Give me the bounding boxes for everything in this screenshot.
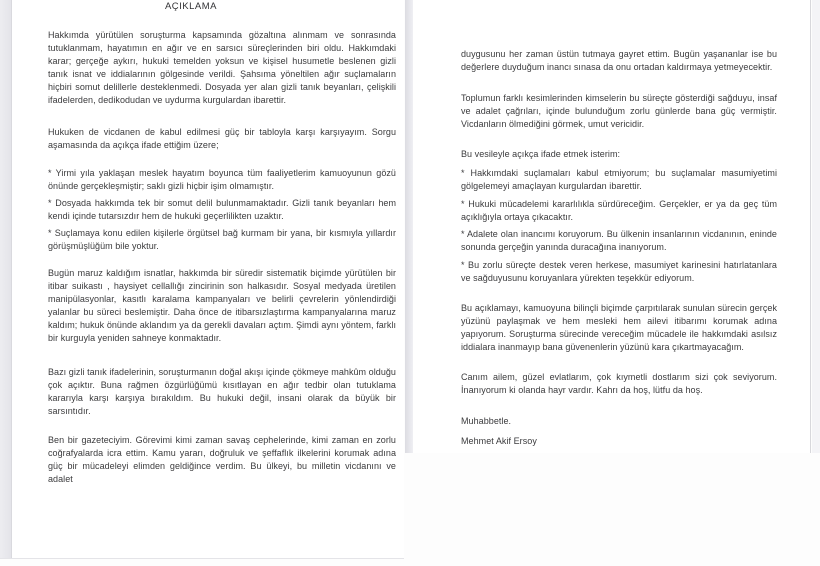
paragraph: Bu vesileyle açıkça ifade etmek isterim:: [461, 149, 621, 159]
page-gap-shadow: [405, 0, 413, 453]
paragraph: Bugün maruz kaldığım isnatlar, hakkımda bir süredir sistematik biçimde yürütülen bir itibar suikastı , haysiyet cellallığı zincirinin son halkasıdır. Sosyal medyada üretilen manipülasyonlar, kasıtlı karalama kampanyaları ve belirli çevrelerin yönlendirdiği yalanlar bu süreci beslemiştir. Daha önce de itibarsızlaştırma kampanyalarına maruz kaldım; hukuk önünde aklandım ya da gerekli davaları açtım. Şimdi aynı yöntem, farklı bir kurguyla yeniden sahneye konmaktadır.: [48, 268, 396, 343]
paragraph: Hakkımda yürütülen soruşturma kapsamında gözaltına alınmam ve sonrasında tutuklanmam, hayatımın en ağır ve en sarsıcı süreçlerinden biri oldu. Hakkımdaki karar; gerçeğe aykırı, hukuki temelden yoksun ve kişisel husumetle beslenen gizli tanık isnat ve iddialarının gölgesinde verildi. Şahsıma yöneltilen ağır suçlamaların hiçbiri somut delillerle desteklenmedi. Dosyada yer alan gizli tanık beyanları, çelişkili ifadelerden, dedikodudan ve uydurma kurgulardan ibarettir.: [48, 30, 396, 105]
paragraph: Hukuken de vicdanen de kabul edilmesi güç bir tabloyla karşı karşıyayım. Sorgu aşamasında da açıkça ifade ettiğim üzere;: [48, 127, 396, 150]
page-left-text-column: [48, 0, 396, 486]
paragraph: duygusunu her zaman üstün tutmaya gayret ettim. Bugün yaşananlar ise bu değerlere duyduğum inancı sınasa da onu ortadan kaldırmaya yetmeyecektir.: [461, 49, 777, 72]
page-left-gutter-shadow: [0, 0, 12, 558]
bullet-paragraph: * Bu zorlu süreçte destek veren herkese, masumiyet karinesini hatırlatanlara ve sağduyusunu koruyanlara yürekten teşekkür ediyorum.: [461, 260, 777, 283]
bullet-paragraph: * Yirmi yıla yaklaşan meslek hayatım boyunca tüm faaliyetlerim kamuoyunun gözü önünde gerçekleşmiştir; saklı gizli hiçbir işim olmamıştır.: [48, 168, 396, 191]
paragraph: Bu açıklamayı, kamuoyuna bilinçli biçimde çarpıtılarak sunulan sürecin gerçek yüzünü paylaşmak ve hem mesleki hem ailevi itibarımı korumak adına yapıyorum. Soruşturma sürecinde vereceğim mücadele ile hakkımdaki asılsız iddialara inanmayıp bana güvenenlerin yüzünü kara çıkartmayacağım.: [461, 303, 777, 352]
paragraph: Ben bir gazeteciyim. Görevimi kimi zaman savaş cephelerinde, kimi zaman en zorlu coğrafyalarda icra ettim. Kamu yararı, doğruluk ve şeffaflık ilkelerini korumak adına güç bir mücadeleyi elimden geldiğince verdim. Bu ülkeyi, bu milletin vicdanını ve adalet: [48, 435, 396, 484]
paragraph: Canım ailem, güzel evlatlarım, çok kıymetli dostlarım sizi çok seviyorum. İnanıyorum ki olanda hayr vardır. Kahrı da hoş, lütfu da hoş.: [461, 372, 777, 395]
paragraph: Bazı gizli tanık ifadelerinin, soruşturmanın doğal akışı içinde çökmeye mahkûm olduğu çok açıktır. Buna rağmen özgürlüğümü kısıtlayan en ağır tedbir olan tutuklama kararıyla karşı karşıya bırakıldım. Bu hukuki değil, insani olarak da büyük bir sarsıntıdır.: [48, 367, 396, 416]
signature-name: Mehmet Akif Ersoy: [461, 436, 537, 446]
closing-salutation: Muhabbetle.: [461, 416, 512, 426]
bullet-paragraph: * Adalete olan inancımı koruyorum. Bu ülkenin insanlarının vicdanının, eninde sonunda gerçeğin yanında duracağına inanıyorum.: [461, 229, 777, 252]
bullet-paragraph: * Hukuki mücadelemi kararlılıkla sürdüreceğim. Gerçekler, er ya da geç tüm açıklığıyla ortaya çıkacaktır.: [461, 199, 777, 222]
document-title: AÇIKLAMA: [164, 1, 218, 12]
bullet-paragraph: * Dosyada hakkımda tek bir somut delil bulunmamaktadır. Gizli tanık beyanları hem kendi içinde tutarsızdır hem de hukuki geçerlilikten uzaktır.: [48, 198, 396, 221]
paragraph: Toplumun farklı kesimlerinden kimselerin bu süreçte gösterdiği sağduyu, insaf ve adalet çağrıları, içinde bulunduğum zorlu günlerde bana güç vermiştir. Vicdanların ölmediğini görmek, umut vericidir.: [461, 93, 777, 129]
bullet-paragraph: * Suçlamaya konu edilen kişilerle örgütsel bağ kurmam bir yana, bir kısmıyla yıllardır görüşmüşlüğüm bile yoktur.: [48, 228, 396, 251]
page-right-edge-margin: [812, 0, 820, 453]
bullet-paragraph: * Hakkımdaki suçlamaları kabul etmiyorum; bu suçlamalar masumiyetimi gölgelemeyi amaçlayan kurgulardan ibarettir.: [461, 168, 777, 191]
page-right-text-column: [461, 0, 777, 448]
